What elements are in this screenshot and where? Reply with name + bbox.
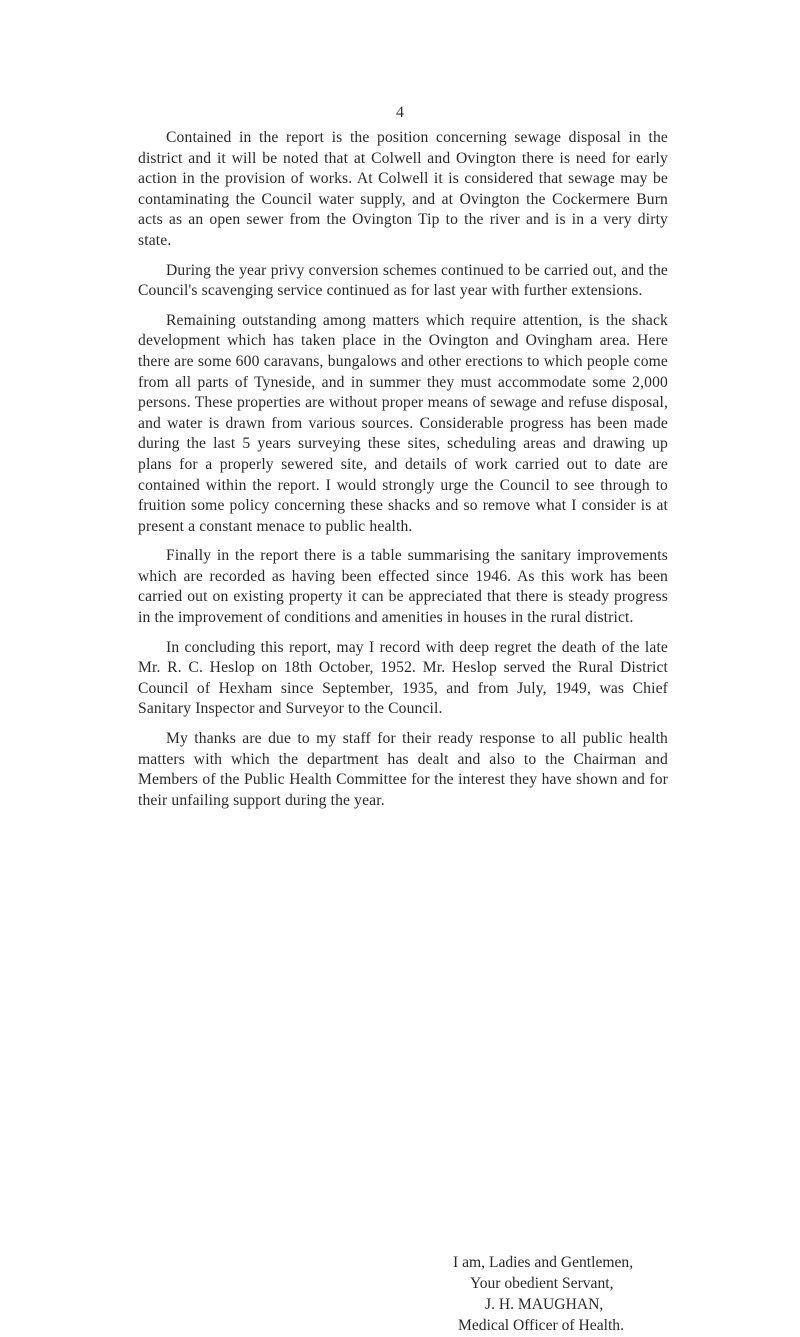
paragraph-sewage-disposal: Contained in the report is the position concerning sewage disposal in the district and it will be noted that at Colwell and Ovington there is need for early action in the provision of works. At Colwell it is considered that sewage may be contaminating the Council water supply, and at Ovington the Cockermere Burn acts as an open sewer from the Ovington Tip to the river and is in a very dirty state.: [138, 129, 668, 249]
paragraph-thanks: My thanks are due to my staff for their ready response to all public health matters with which the department has dealt and also to the Chairman and Members of the Public Health Committee for the interest they have shown and for their unfailing support during the year.: [138, 730, 668, 809]
paragraph-sanitary-improvements: Finally in the report there is a table summarising the sanitary improvements which are recorded as having been effected since 1946. As this work has been carried out on existing property it can be appreciated that there is steady progress in the improvement of conditions and amenities in houses in the rural district.: [138, 547, 668, 627]
signoff-salutation: I am, Ladies and Gentlemen,: [453, 1254, 634, 1271]
paragraph-shack-development: Remaining outstanding among matters which require attention, is the shack development which has taken place in the Ovington and Ovingham area. Here there are some 600 caravans, bungalows and other erections to which people come from all parts of Tyneside, and in summer they must accommodate some 2,000 persons. These properties are without proper means of sewage and refuse disposal, and water is drawn from various sources. Considerable progress has been made during the last 5 years surveying these sites, scheduling areas and drawing up plans for a properly sewered site, and details of work carried out to date are contained within the report. I would strongly urge the Council to see through to fruition some policy concerning these shacks and so remove what I consider is at present a constant menace to public health.: [138, 311, 668, 535]
signoff-title: Medical Officer of Health.: [458, 1317, 624, 1334]
page-number: 4: [396, 104, 404, 121]
report-body: [138, 128, 668, 820]
signoff-name: J. H. MAUGHAN,: [485, 1296, 604, 1313]
paragraph-privy-conversion: During the year privy conversion schemes continued to be carried out, and the Council's scavenging service continued as for last year with further extensions.: [138, 261, 668, 300]
paragraph-heslop-obituary: In concluding this report, may I record with deep regret the death of the late Mr. R. C. Heslop on 18th October, 1952. Mr. Heslop served the Rural District Council of Hexham since September, 1935, and from July, 1949, was Chief Sanitary Inspector and Surveyor to the Council.: [138, 638, 668, 718]
signoff-closing: Your obedient Servant,: [470, 1275, 614, 1292]
